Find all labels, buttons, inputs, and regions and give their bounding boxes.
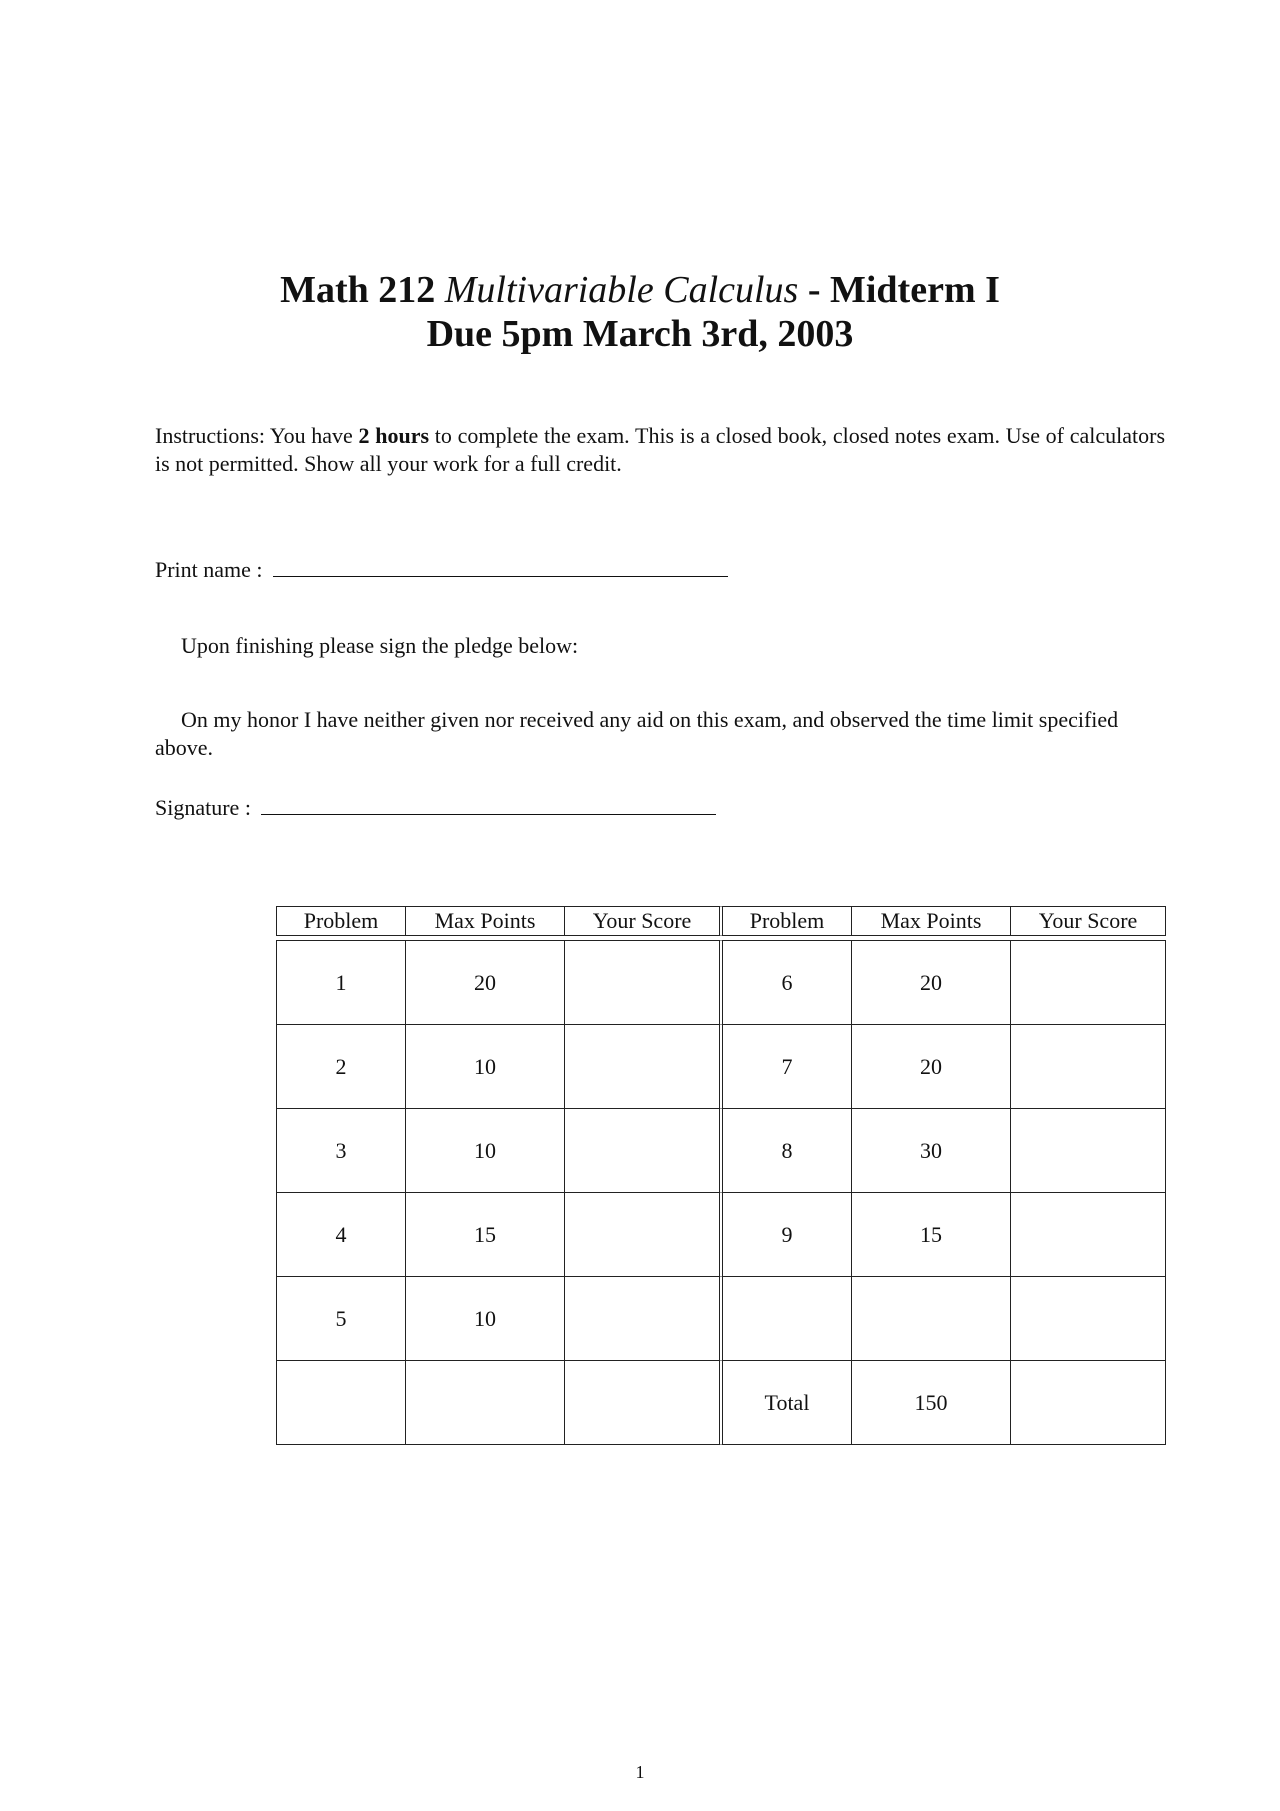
header-your-score-1: Your Score — [564, 906, 719, 936]
header-max-points-1: Max Points — [405, 906, 564, 936]
header-your-score-2: Your Score — [1010, 906, 1166, 936]
max-points-cell: 20 — [851, 940, 1010, 1025]
signature-label: Signature : — [155, 795, 251, 820]
print-name-label: Print name : — [155, 557, 263, 582]
exam-title — [0, 268, 1280, 356]
problem-cell: 5 — [276, 1277, 405, 1361]
total-max-points-cell: 150 — [851, 1361, 1010, 1445]
honor-pledge: On my honor I have neither given nor received any aid on this exam, and observed the time limit specified above. — [155, 707, 1119, 760]
table-row — [276, 1277, 1166, 1361]
instructions — [155, 422, 1165, 478]
title-line-2-due-date: Due 5pm March 3rd, 2003 — [426, 313, 854, 355]
total-label-cell: Total — [719, 1361, 851, 1445]
max-points-cell — [851, 1277, 1010, 1361]
exam-name: - Midterm I — [807, 269, 1000, 311]
problem-cell: 6 — [719, 940, 851, 1025]
table-row — [276, 1109, 1166, 1193]
score-cell[interactable] — [564, 1193, 719, 1277]
max-points-cell: 15 — [405, 1193, 564, 1277]
score-table-header — [276, 906, 1166, 936]
print-name-field[interactable] — [273, 558, 728, 577]
total-score-cell[interactable] — [1010, 1361, 1166, 1445]
max-points-cell: 10 — [405, 1277, 564, 1361]
header-problem-1: Problem — [276, 906, 405, 936]
instructions-rest: to complete the exam. This is a closed book, closed notes exam. Use of calculators is not permitted. Show all your work for a full credit. — [155, 423, 1166, 476]
course-name: Multivariable Calculus — [444, 269, 799, 311]
problem-cell — [276, 1361, 405, 1445]
score-cell[interactable] — [564, 1277, 719, 1361]
signature-row — [155, 794, 1165, 822]
score-cell[interactable] — [564, 940, 719, 1025]
score-cell[interactable] — [1010, 1109, 1166, 1193]
problem-cell: 1 — [276, 940, 405, 1025]
problem-cell: 7 — [719, 1025, 851, 1109]
max-points-cell: 20 — [851, 1025, 1010, 1109]
table-row-total — [276, 1361, 1166, 1445]
header-max-points-2: Max Points — [851, 906, 1010, 936]
max-points-cell: 10 — [405, 1109, 564, 1193]
signature-field[interactable] — [261, 796, 716, 815]
problem-cell: 4 — [276, 1193, 405, 1277]
instructions-start: Instructions: You have — [155, 423, 353, 448]
score-cell[interactable] — [564, 1109, 719, 1193]
score-cell[interactable] — [564, 1361, 719, 1445]
max-points-cell — [405, 1361, 564, 1445]
score-cell[interactable] — [1010, 1025, 1166, 1109]
max-points-cell: 15 — [851, 1193, 1010, 1277]
score-table — [276, 906, 1166, 1445]
max-points-cell: 20 — [405, 940, 564, 1025]
course-code: Math 212 — [280, 269, 436, 311]
table-row — [276, 1025, 1166, 1109]
table-row — [276, 1193, 1166, 1277]
problem-cell: 2 — [276, 1025, 405, 1109]
max-points-cell: 10 — [405, 1025, 564, 1109]
max-points-cell: 30 — [851, 1109, 1010, 1193]
problem-cell: 8 — [719, 1109, 851, 1193]
instructions-time-limit: 2 hours — [358, 423, 430, 448]
problem-cell: 3 — [276, 1109, 405, 1193]
problem-cell — [719, 1277, 851, 1361]
title-line-1 — [0, 268, 1280, 312]
score-cell[interactable] — [564, 1025, 719, 1109]
score-cell[interactable] — [1010, 1277, 1166, 1361]
pledge-intro: Upon finishing please sign the pledge below: — [181, 633, 579, 658]
score-cell[interactable] — [1010, 940, 1166, 1025]
page-number: 1 — [635, 1762, 645, 1782]
table-row — [276, 940, 1166, 1025]
header-problem-2: Problem — [719, 906, 851, 936]
problem-cell: 9 — [719, 1193, 851, 1277]
score-cell[interactable] — [1010, 1193, 1166, 1277]
print-name-row — [155, 556, 1165, 584]
